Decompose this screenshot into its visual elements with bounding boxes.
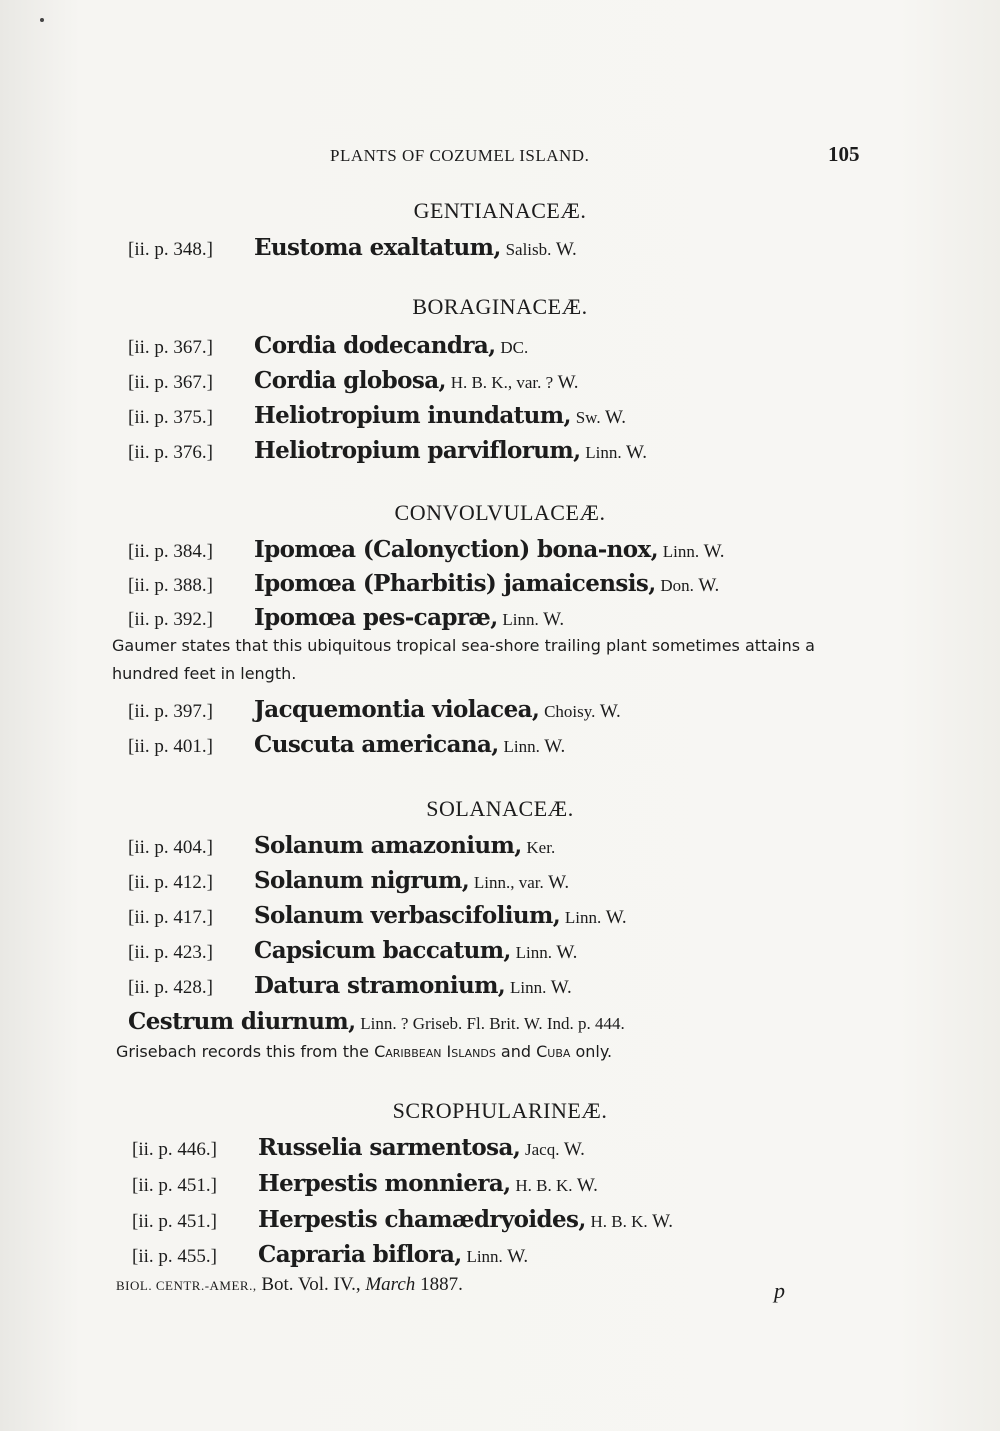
authority: Linn.: [503, 737, 540, 756]
authority: Linn.: [585, 443, 622, 462]
volume-reference: [ii. p. 392.]: [128, 609, 213, 630]
volume-reference: [ii. p. 451.]: [132, 1175, 217, 1196]
species-name: Jacquemontia violacea,: [254, 696, 540, 723]
species-entry: [128, 536, 725, 563]
species-name: Cestrum diurnum,: [128, 1008, 356, 1035]
species-entry: [128, 731, 565, 758]
family-heading: SCROPHULARINEÆ.: [392, 1098, 608, 1123]
volume-reference: [ii. p. 388.]: [128, 575, 213, 596]
running-title: PLANTS OF COZUMEL ISLAND.: [330, 146, 590, 165]
volume-reference: [ii. p. 423.]: [128, 942, 213, 963]
collector: W.: [576, 1175, 598, 1196]
volume-reference: [ii. p. 451.]: [132, 1211, 217, 1232]
authority: Linn., var.: [473, 873, 544, 892]
collector: W.: [543, 609, 565, 630]
collector: W.: [507, 1246, 529, 1267]
collector: W.: [544, 736, 566, 757]
species-entry: [128, 832, 555, 859]
species-entry: [128, 972, 572, 999]
species-name: Herpestis monniera,: [258, 1170, 511, 1197]
species-entry: [128, 696, 621, 723]
volume-reference: [ii. p. 455.]: [132, 1246, 217, 1267]
collector: W.: [563, 1139, 585, 1160]
species-name: Russelia sarmentosa,: [258, 1134, 521, 1161]
species-name: Solanum nigrum,: [254, 867, 470, 894]
volume-reference: [ii. p. 375.]: [128, 407, 213, 428]
species-name: Ipomœa (Calonyction) bona-nox,: [254, 536, 659, 563]
collector: W.: [556, 942, 578, 963]
species-entry: [132, 1241, 528, 1268]
habitat-note: Gaumer states that this ubiquitous tropical sea-shore trailing plant sometimes attains a hundred feet in length.: [112, 636, 815, 683]
species-entry: [128, 604, 564, 631]
species-entry: [128, 437, 647, 464]
authority: H. B. K.: [515, 1176, 573, 1195]
authority: Don.: [660, 576, 694, 595]
authority: H. B. K.: [590, 1212, 648, 1231]
family-heading: GENTIANACEÆ.: [413, 198, 587, 223]
volume-reference: [ii. p. 412.]: [128, 872, 213, 893]
species-name: Heliotropium parviflorum,: [254, 437, 581, 464]
authority: Linn.: [662, 542, 700, 561]
species-name: Ipomœa pes-capræ,: [254, 604, 498, 631]
volume-reference: [ii. p. 446.]: [132, 1139, 217, 1160]
authority: DC.: [500, 338, 529, 357]
collector: W.: [599, 701, 621, 722]
species-name: Herpestis chamædryoides,: [258, 1206, 586, 1233]
authority: Ker.: [526, 838, 556, 857]
species-entry: [132, 1170, 598, 1197]
volume-reference: [ii. p. 404.]: [128, 837, 213, 858]
publication-month: March: [365, 1274, 416, 1295]
volume-reference: [ii. p. 384.]: [128, 541, 213, 562]
species-name: Ipomœa (Pharbitis) jamaicensis,: [254, 570, 656, 597]
species-entry: [128, 902, 627, 929]
collector: W.: [555, 239, 577, 260]
volume-reference: [ii. p. 417.]: [128, 907, 213, 928]
page-number: 105: [828, 142, 860, 166]
collector: W.: [550, 977, 572, 998]
collector: W.: [698, 575, 720, 596]
series-title: BIOL. CENTR.-AMER.,: [116, 1278, 257, 1293]
authority: Jacq.: [525, 1140, 560, 1159]
family-heading: SOLANACEÆ.: [426, 796, 574, 821]
species-name: Cordia globosa,: [254, 367, 446, 394]
authority: H. B. K., var. ?: [450, 373, 554, 392]
species-name: Cordia dodecandra,: [254, 332, 496, 359]
authority: Linn.: [466, 1247, 503, 1266]
species-entry: [128, 234, 577, 261]
family-heading: CONVOLVULACEÆ.: [394, 500, 606, 525]
collector: W.: [557, 372, 579, 393]
collector: W.: [548, 872, 570, 893]
signature-mark: p: [774, 1278, 785, 1303]
volume-reference: [ii. p. 397.]: [128, 701, 213, 722]
species-name: Capsicum baccatum,: [254, 937, 511, 964]
species-entry: [132, 1134, 585, 1161]
distribution-note: Grisebach records this from the Caribbean Islands and Cuba only.: [116, 1042, 613, 1061]
species-entry: [128, 402, 626, 429]
authority: Salisb.: [505, 240, 552, 259]
volume-info: Bot. Vol. IV.,: [261, 1274, 361, 1295]
publication-year: 1887.: [420, 1274, 463, 1295]
collector: W.: [652, 1211, 674, 1232]
page-footer: [116, 1274, 785, 1303]
species-name: Solanum verbascifolium,: [254, 902, 561, 929]
species-name: Datura stramonium,: [254, 972, 506, 999]
authority: Linn. ? Griseb. Fl. Brit. W. Ind. p. 444.: [360, 1014, 625, 1033]
collector: W.: [703, 541, 725, 562]
collector: W.: [605, 407, 626, 428]
volume-reference: [ii. p. 376.]: [128, 442, 213, 463]
species-name: Eustoma exaltatum,: [254, 234, 501, 261]
collector: W.: [626, 442, 647, 463]
species-entry: [128, 367, 579, 394]
species-name: Heliotropium inundatum,: [254, 402, 571, 429]
collector: W.: [605, 907, 627, 928]
species-entry: [128, 867, 569, 894]
authority: Choisy.: [544, 702, 596, 721]
species-name: Solanum amazonium,: [254, 832, 522, 859]
species-entry: [132, 1206, 673, 1233]
volume-reference: [ii. p. 348.]: [128, 239, 213, 260]
species-name: Cuscuta americana,: [254, 731, 499, 758]
authority: Linn.: [564, 908, 602, 927]
ink-speck: [40, 18, 44, 22]
species-entry: [128, 1008, 625, 1035]
volume-reference: [ii. p. 401.]: [128, 736, 213, 757]
species-entry: [128, 937, 577, 964]
volume-reference: [ii. p. 428.]: [128, 977, 213, 998]
authority: Linn.: [509, 978, 547, 997]
species-entry: [128, 332, 528, 359]
species-name: Capraria biflora,: [258, 1241, 462, 1268]
authority: Linn.: [515, 943, 552, 962]
volume-reference: [ii. p. 367.]: [128, 372, 213, 393]
species-entry: [128, 570, 719, 597]
family-heading: BORAGINACEÆ.: [412, 294, 588, 319]
authority: Sw.: [575, 408, 601, 427]
authority: Linn.: [502, 610, 539, 629]
volume-reference: [ii. p. 367.]: [128, 337, 213, 358]
